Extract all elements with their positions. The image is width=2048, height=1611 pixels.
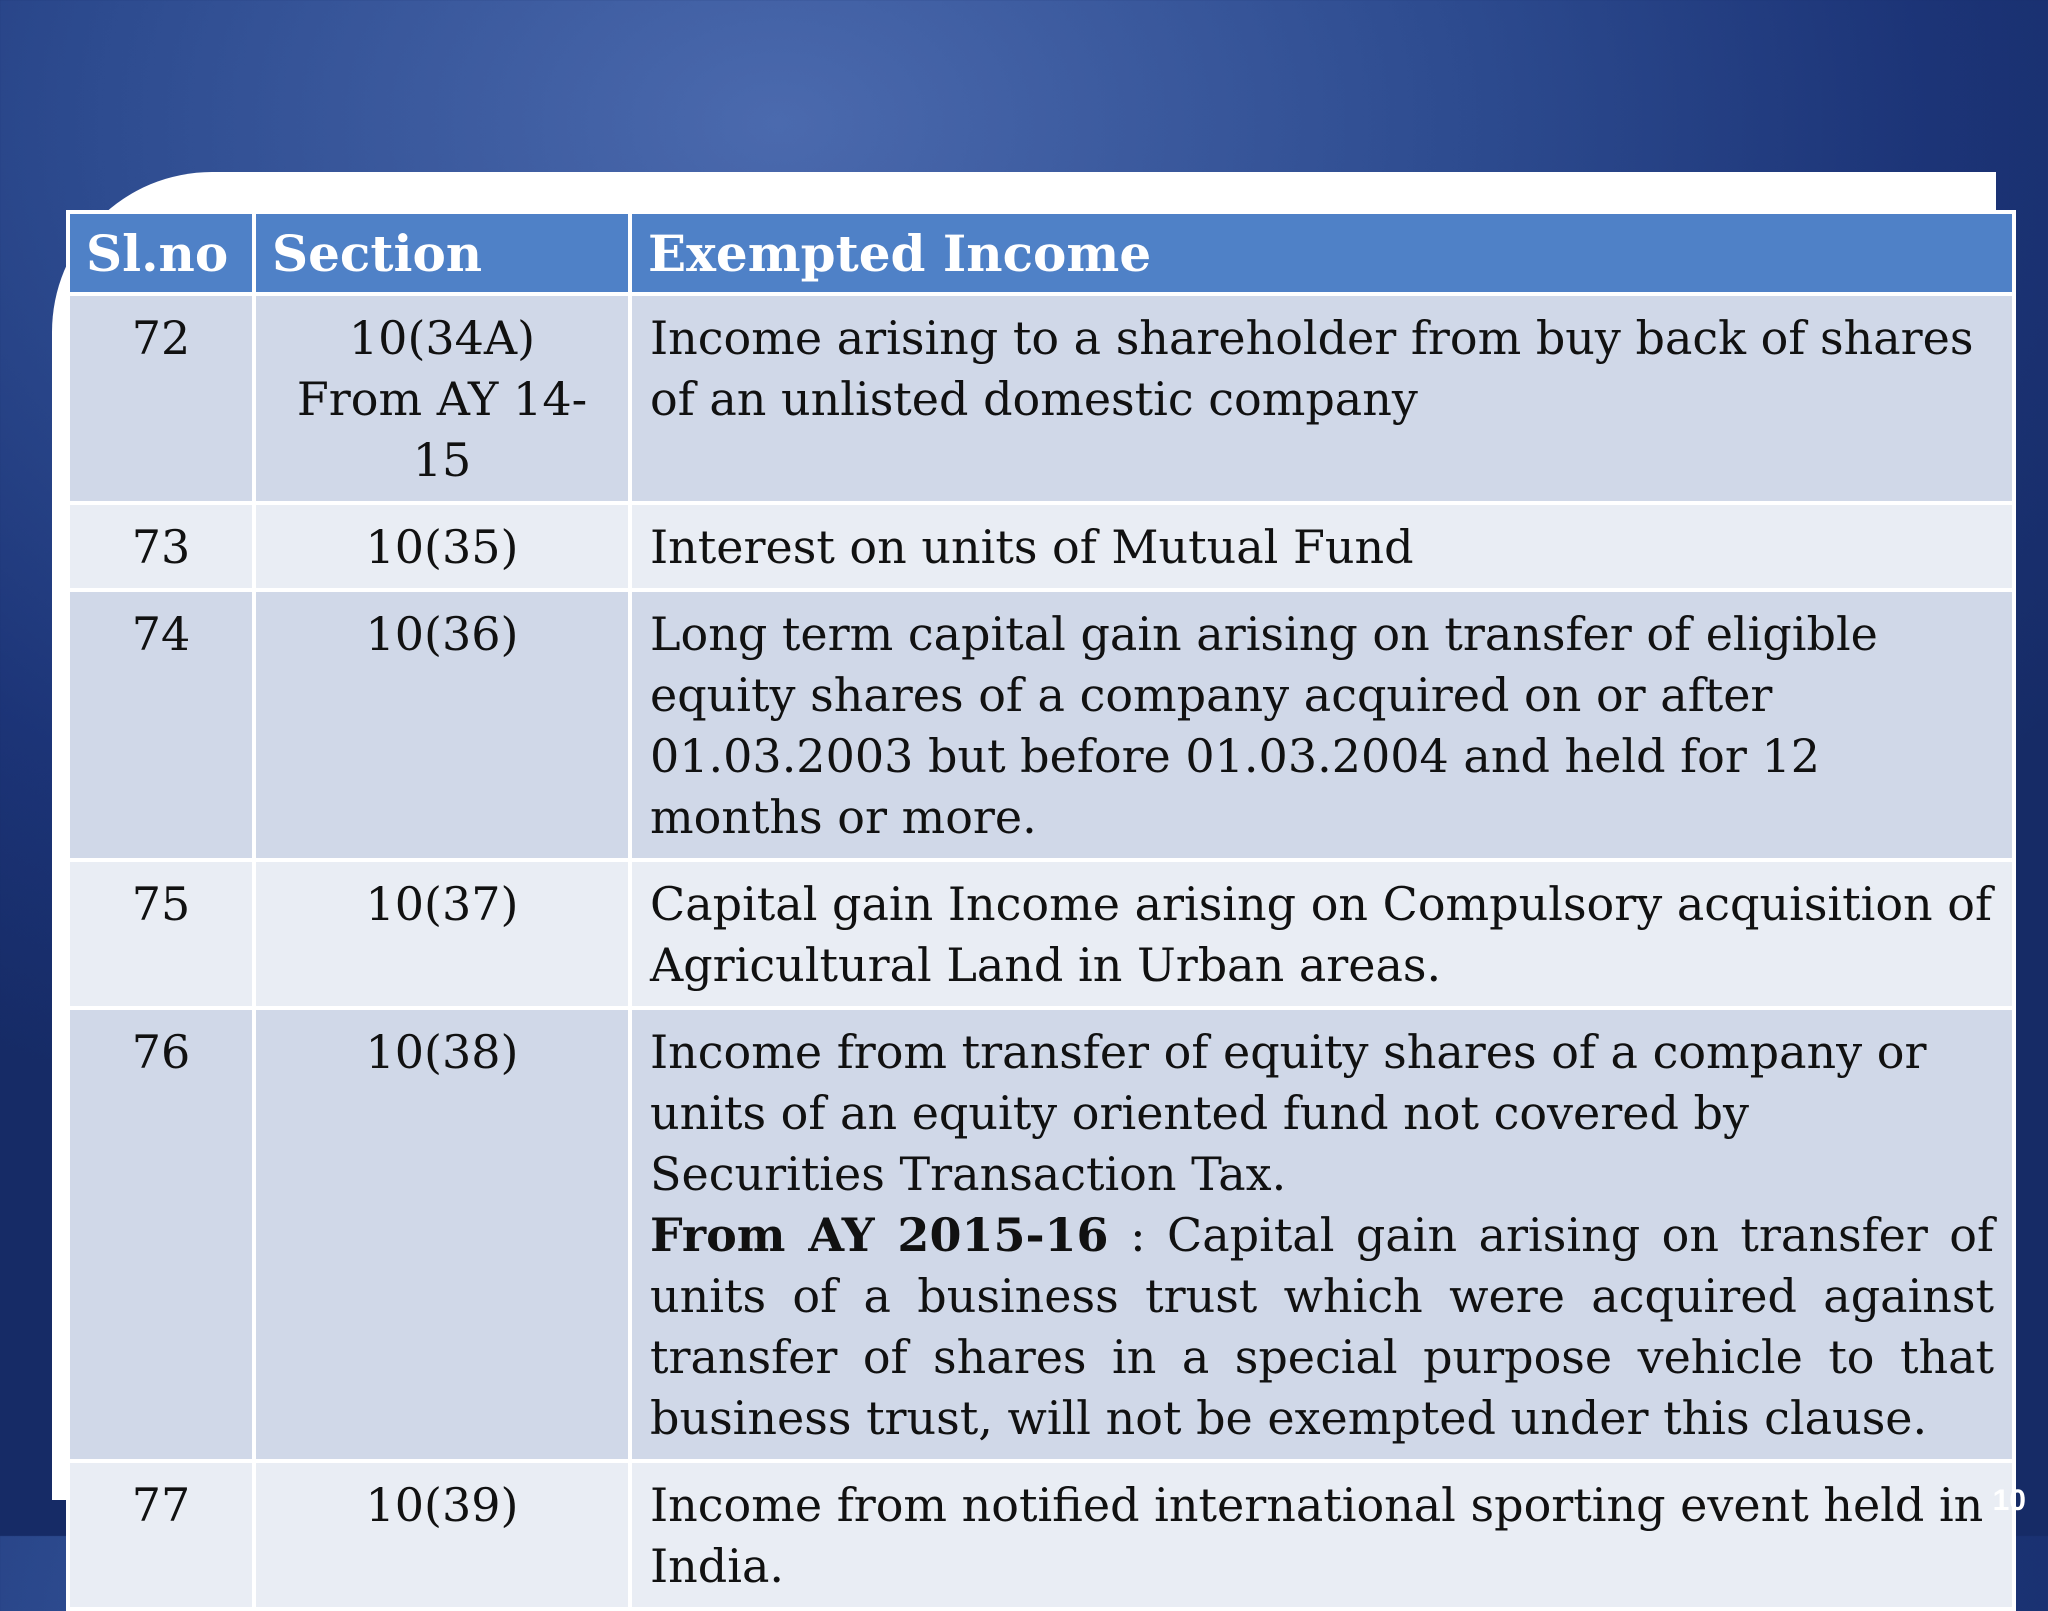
- table-row: [68, 590, 2014, 860]
- table-row: [68, 503, 2014, 590]
- row-slno: 72: [68, 294, 254, 503]
- table-row: [68, 1461, 2014, 1609]
- income-text: Income from transfer of equity shares of a company or units of an equity oriented fund not covered by Securities Transaction Tax.: [650, 1025, 1927, 1201]
- row-section: [254, 294, 630, 503]
- row-section: 10(37): [254, 860, 630, 1008]
- header-slno: Sl.no: [68, 212, 254, 294]
- income-amendment-note: [650, 1205, 1994, 1449]
- row-section: 10(36): [254, 590, 630, 860]
- row-income: Income from notified international sporting event held in India.: [630, 1461, 2014, 1609]
- section-code: 10(34A): [348, 311, 536, 365]
- table-row: [68, 860, 2014, 1008]
- table-row: [68, 1008, 2014, 1461]
- row-income: Income arising to a shareholder from buy back of shares of an unlisted domestic company: [630, 294, 2014, 503]
- row-slno: 73: [68, 503, 254, 590]
- row-income: Interest on units of Mutual Fund: [630, 503, 2014, 590]
- table-header-row: [68, 212, 2014, 294]
- amendment-text: : Capital gain arising on transfer of units of a business trust which were acquired against transfer of shares in a special purpose vehicle to that business trust, will not be exempted under this clause.: [650, 1208, 1995, 1445]
- row-section: 10(38): [254, 1008, 630, 1461]
- row-section: 10(39): [254, 1461, 630, 1609]
- row-slno: 74: [68, 590, 254, 860]
- row-slno: 76: [68, 1008, 254, 1461]
- row-section: 10(35): [254, 503, 630, 590]
- row-income: Capital gain Income arising on Compulsory acquisition of Agricultural Land in Urban areas.: [630, 860, 2014, 1008]
- row-slno: 77: [68, 1461, 254, 1609]
- header-section: Section: [254, 212, 630, 294]
- section-note: From AY 14-15: [296, 372, 588, 487]
- amendment-lead: From AY 2015-16: [650, 1208, 1109, 1262]
- header-exempted-income: Exempted Income: [630, 212, 2014, 294]
- row-income: Long term capital gain arising on transfer of eligible equity shares of a company acquired on or after 01.03.2003 but before 01.03.2004 and held for 12 months or more.: [630, 590, 2014, 860]
- exempted-income-table: [66, 210, 2016, 1611]
- table-row: [68, 294, 2014, 503]
- slide-number: 10: [1992, 1484, 2026, 1517]
- row-slno: 75: [68, 860, 254, 1008]
- row-income: [630, 1008, 2014, 1461]
- content-panel-edge: [1978, 172, 1996, 212]
